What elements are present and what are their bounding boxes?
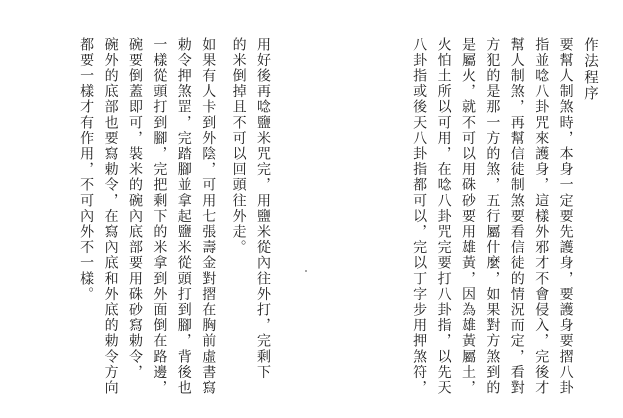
text-column: 指並唸八卦咒來護身，這樣外邪才不會侵入，完後才	[533, 37, 550, 396]
text-column: 要幫人制煞時，本身一定要先護身，要護身要摺八卦	[557, 37, 574, 396]
text-column: 用好後再唸鹽米咒完，用鹽米從內往外打，完剩下	[255, 37, 271, 381]
paragraph-outer-yin	[74, 37, 220, 409]
text-column: 火怕土所以可用，在唸八卦咒完要打八卦指，以先天	[435, 37, 452, 396]
left-text-block	[70, 37, 275, 409]
text-column: 是屬火，就不可以用硃砂要用雄黃，因為雄黃屬土，	[459, 37, 476, 396]
text-column: 八卦指或後天八卦指都可以，完以丁字步用押煞符，	[411, 37, 428, 396]
text-column: 方犯的是那一方的煞，五行屬什麼，如果對方煞到的	[484, 37, 501, 396]
page-title: 作法程序	[582, 37, 598, 103]
scan-speck	[305, 270, 307, 272]
text-column: 一樣從頭打到腳，完把剩下的米拿到外面倒在路邊，	[151, 37, 168, 396]
text-column: 勅令押煞罡，完踏腳並拿起鹽米從頭打到腳，背後也	[175, 37, 192, 396]
text-column: 都要一樣才有作用，不可內外不一樣。	[78, 37, 95, 303]
text-column: 碗要倒蓋即可，裝米的碗內底部要用硃砂寫勅令，	[126, 37, 143, 381]
text-column: 的米倒掉且不可以回頭往外走。	[230, 37, 247, 256]
text-column: 幫人制煞，再幫信徒制煞要看信徒的情況而定，看對	[508, 37, 525, 396]
text-column: 如果有人卡到外陰，可用七張壽金對摺在胸前虛書寫	[200, 37, 217, 396]
paragraph-salt-rice	[226, 37, 275, 409]
text-column: 碗外的底部也要寫勅令，在寫內底和外底的勅令方向	[102, 37, 119, 396]
right-text-block	[407, 37, 602, 409]
